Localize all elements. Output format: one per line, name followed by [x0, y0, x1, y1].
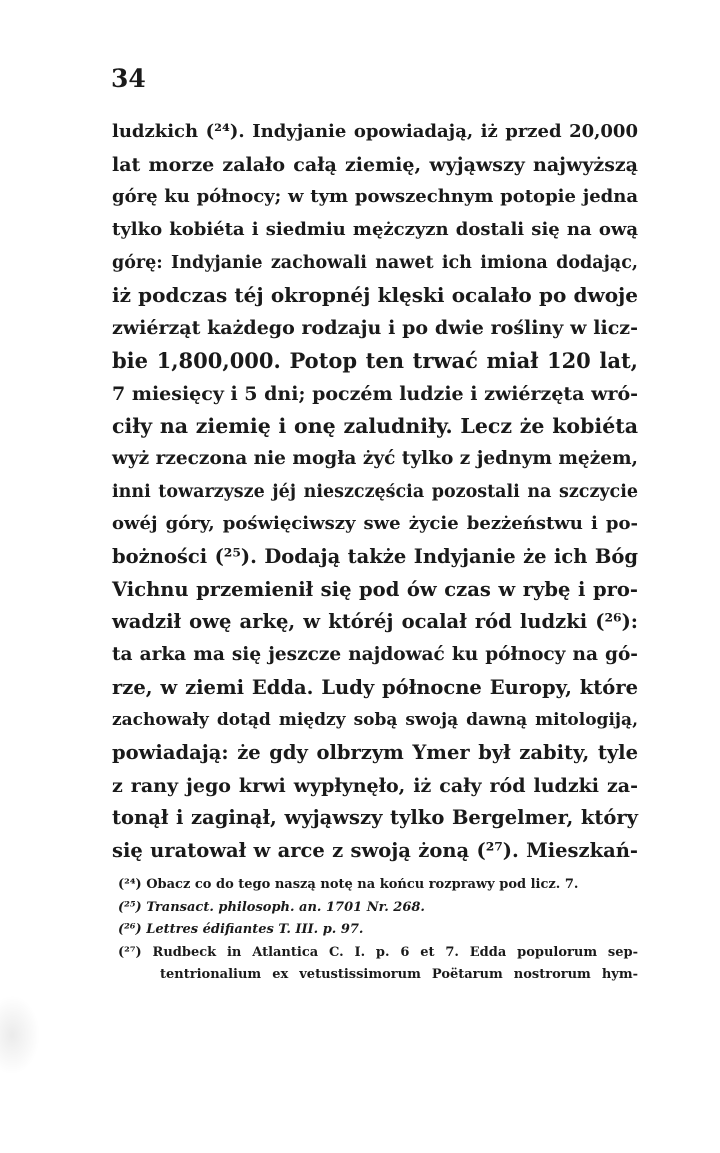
page-edge-shadow	[0, 995, 40, 1075]
page-number: 34	[111, 64, 146, 93]
text-line: bie 1,800,000. Potop ten trwać miał 120 lat,	[112, 347, 638, 373]
text-line: górę: Indyjanie zachowali nawet ich imiona dodając,	[112, 252, 638, 273]
footnote-26: (²⁶) Lettres édifiantes T. III. p. 97.	[118, 922, 364, 937]
text-line: owéj góry, poświęciwszy swe życie bezżeństwu i po-	[112, 513, 638, 535]
text-line: zwiérząt każdego rodzaju i po dwie rośliny w licz-	[112, 317, 638, 340]
text-line: wadził owę arkę, w któréj ocalał ród ludzki (²⁶):	[112, 610, 638, 634]
text-line: górę ku północy; w tym powszechnym potopie jedna	[112, 186, 638, 208]
text-line: tylko kobiéta i siedmiu mężczyzn dostali się na ową	[112, 219, 638, 241]
text-line: iż podczas téj okropnéj klęski ocalało po dwoje	[112, 283, 638, 308]
text-line: powiadają: że gdy olbrzym Ymer był zabity, tyle	[112, 741, 638, 765]
text-line: tonął i zaginął, wyjąwszy tylko Bergelmer, który	[112, 806, 638, 830]
text-line: rze, w ziemi Edda. Ludy północne Europy, które	[112, 675, 638, 699]
text-line: Vichnu przemienił się pod ów czas w rybę i pro-	[112, 577, 638, 601]
footnote-24: (²⁴) Obacz co do tego naszą notę na końcu rozprawy pod licz. 7.	[118, 877, 579, 892]
footnote-25: (²⁵) Transact. philosoph. an. 1701 Nr. 268.	[118, 899, 425, 915]
text-line: lat morze zalało całą ziemię, wyjąwszy najwyższą	[112, 153, 638, 176]
text-line: z rany jego krwi wypłynęło, iż cały ród ludzki za-	[112, 774, 638, 797]
footnote-27: (²⁷) Rudbeck in Atlantica C. I. p. 6 et 7. Edda populorum sep-	[118, 944, 638, 960]
text-line: zachowały dotąd między sobą swoją dawną mitologiją,	[112, 710, 638, 731]
text-line: 7 miesięcy i 5 dni; poczém ludzie i zwiérzęta wró-	[112, 382, 639, 405]
footnotes	[118, 874, 638, 987]
text-line: ta arka ma się jeszcze najdować ku północy na gó-	[112, 644, 638, 665]
footnote-27-continued: tentrionalium ex vetustissimorum Poëtarum nostrorum hym-	[160, 967, 638, 982]
text-line: się uratował w arce z swoją żoną (²⁷). Mieszkań-	[112, 839, 638, 863]
text-line: inni towarzysze jéj nieszczęścia pozostali na szczycie	[112, 481, 638, 502]
body-text	[112, 116, 638, 868]
text-line: ciły na ziemię i onę zaludniły. Lecz że kobiéta	[112, 414, 638, 439]
text-line: bożności (²⁵). Dodają także Indyjanie że ich Bóg	[112, 544, 638, 568]
text-line: ludzkich (²⁴). Indyjanie opowiadają, iż przed 20,000	[112, 121, 638, 142]
text-line: wyż rzeczona nie mogła żyć tylko z jednym mężem,	[112, 447, 638, 469]
